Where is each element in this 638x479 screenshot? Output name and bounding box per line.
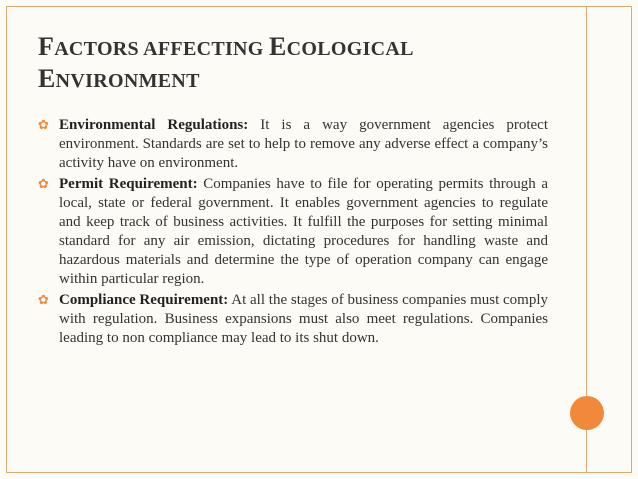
title-initial: E bbox=[38, 64, 56, 93]
flower-bullet-icon: ✿ bbox=[38, 293, 49, 308]
title-initial: F bbox=[38, 32, 55, 61]
title-text: COLOGICAL bbox=[286, 38, 414, 60]
slide-title bbox=[38, 32, 414, 96]
bullet-compliance-requirement bbox=[38, 291, 548, 348]
flower-bullet-icon: ✿ bbox=[38, 118, 49, 133]
bullet-environmental-regulations bbox=[38, 116, 548, 173]
title-initial: E bbox=[268, 32, 287, 61]
bullet-list bbox=[38, 116, 548, 350]
bullet-permit-requirement bbox=[38, 175, 548, 289]
bullet-body: It is a way government agencies protect environment. Standards are set to help to remove any adverse effect a company’s activity have on environment. bbox=[59, 117, 548, 171]
bullet-term: Environmental Regulations: bbox=[59, 117, 249, 133]
orange-circle-decoration bbox=[570, 396, 604, 430]
title-line-1 bbox=[38, 32, 414, 64]
bullet-body: At all the stages of business companies must comply with regulation. Business expansions must also meet regulations. Companies leading to non compliance may lead to its shut down. bbox=[59, 292, 548, 346]
title-text: ACTORS AFFECTING bbox=[54, 38, 269, 60]
flower-bullet-icon: ✿ bbox=[38, 177, 49, 192]
title-line-2 bbox=[38, 64, 414, 96]
bullet-text bbox=[59, 116, 548, 173]
title-text: NVIRONMENT bbox=[55, 70, 200, 92]
bullet-body: Companies have to file for operating permits through a local, state or federal government. It enables government agencies to regulate and keep track of business activities. It fulfill the purposes for setting minimal standard for any air emission, dictating procedures for handling waste and hazardous materials and determine the type of operation company can engage within particular region. bbox=[59, 176, 548, 287]
bullet-text bbox=[59, 175, 548, 289]
bullet-term: Permit Requirement: bbox=[59, 176, 198, 192]
bullet-term: Compliance Requirement: bbox=[59, 292, 229, 308]
bullet-text bbox=[59, 291, 548, 348]
